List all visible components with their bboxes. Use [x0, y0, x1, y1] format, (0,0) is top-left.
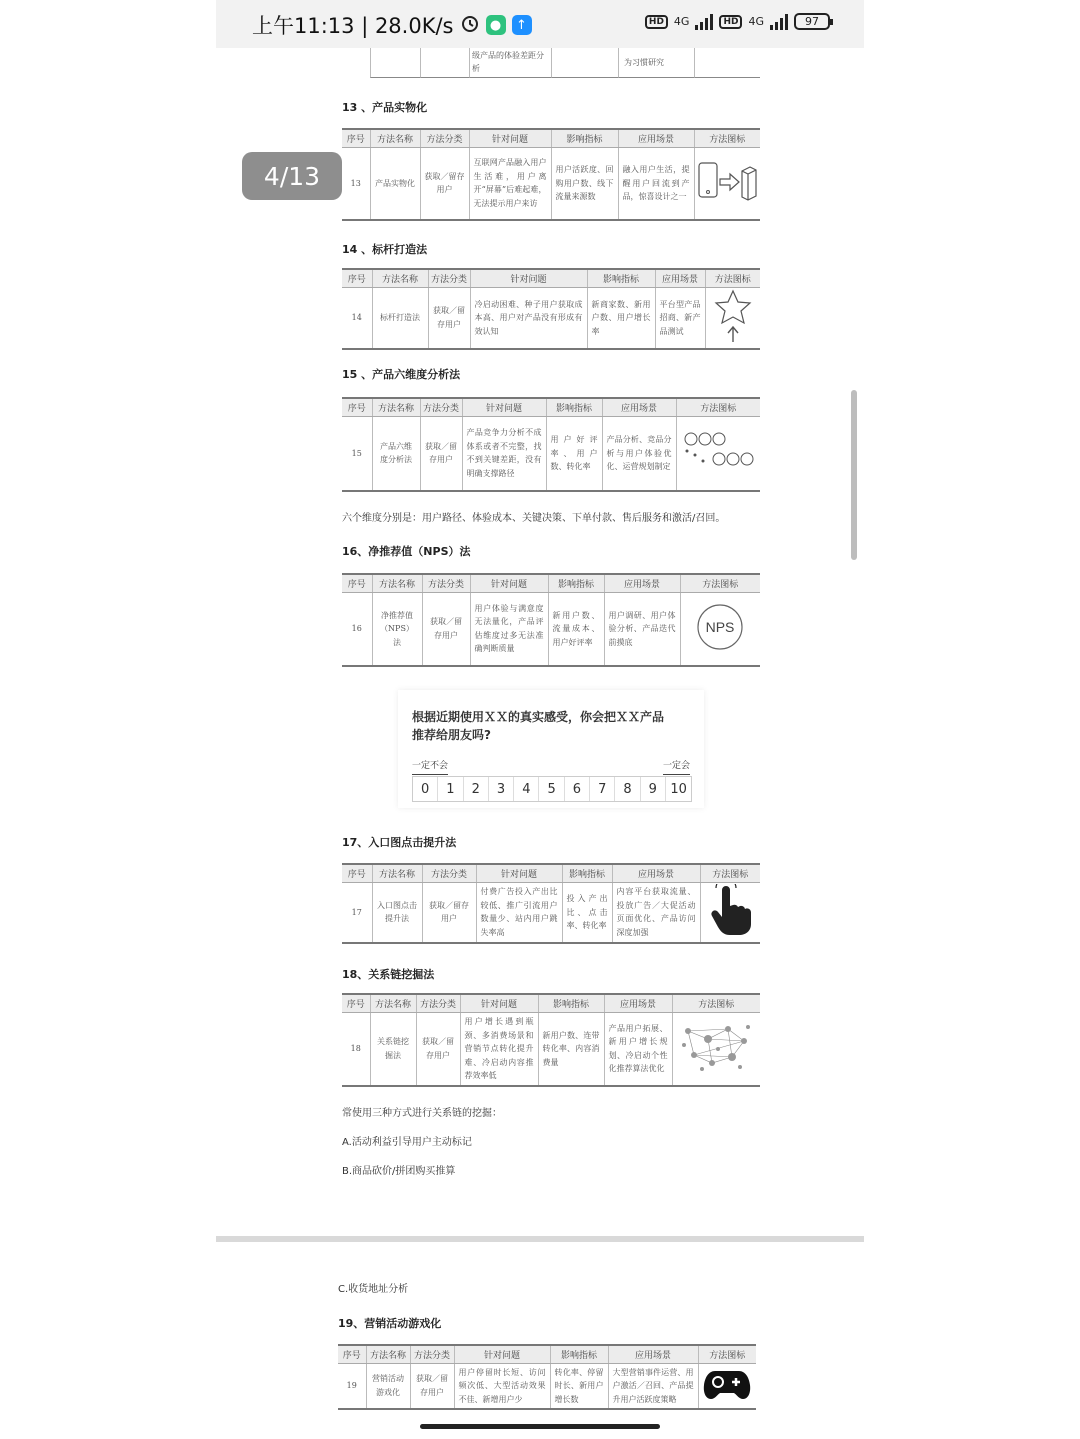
table-15: [342, 397, 760, 492]
header-cell: 序号: [342, 398, 372, 416]
cell-problem: 产品竞争力分析不成体系或者不完整，找不到关键差距，没有明确支撑路径: [462, 416, 546, 491]
cell-scenario: 产品分析、竞品分析与用户体验优化、运营规划制定: [602, 416, 676, 491]
table-16: [342, 573, 760, 667]
cell-scenario: 平台型产品招商、新产品测试: [655, 287, 705, 349]
star-arrow-icon: [711, 288, 755, 344]
header-cell: 方法分类: [420, 398, 462, 416]
section-18-note-3: B.商品砍价/拼团购买推算: [342, 1166, 456, 1177]
header-cell: 方法名称: [370, 129, 420, 147]
table-14: [342, 268, 760, 350]
cell-icon: [700, 882, 760, 943]
tap-hand-icon: [708, 884, 752, 936]
header-cell: 针对问题: [470, 574, 548, 592]
section-title-13: 13 、产品实物化: [342, 101, 428, 114]
header-cell: 方法图标: [676, 398, 760, 416]
header-cell: 影响指标: [587, 269, 655, 287]
status-bar: [216, 0, 864, 48]
header-cell: 影响指标: [562, 864, 612, 882]
header-cell: 应用场景: [604, 574, 680, 592]
section-title-14: 14 、标杆打造法: [342, 243, 428, 256]
cell-metrics: 新用户数、流量成本、用户好评率: [548, 592, 604, 666]
cell-metrics: 用户活跃度、回购用户数、线下流量来源数: [551, 147, 618, 220]
nps-score-option[interactable]: 4: [514, 777, 539, 801]
cell-problem: 用户增长遇到瓶颈、多消费场景和营销节点转化提升难、冷启动内容推荐效率低: [460, 1012, 538, 1086]
scrollbar-thumb[interactable]: [851, 390, 857, 560]
phone-to-box-icon: [697, 159, 757, 203]
table-row: [342, 882, 760, 943]
header-cell: 应用场景: [618, 129, 694, 147]
shield-icon: ●: [486, 15, 506, 35]
nps-survey-card: [398, 690, 704, 808]
cell-icon: [676, 416, 760, 491]
cell-metrics: 投入产出比、点击率、转化率: [562, 882, 612, 943]
cell-method: 净推荐值（NPS）法: [372, 592, 422, 666]
header-cell: 方法名称: [372, 864, 422, 882]
table-row: [342, 416, 760, 491]
cell-metrics: 转化率、停留时长、新用户增长数: [550, 1363, 608, 1409]
header-cell: 序号: [342, 574, 372, 592]
cell-method: 营销活动游戏化: [366, 1363, 410, 1409]
header-cell: 针对问题: [476, 864, 562, 882]
header-cell: 影响指标: [538, 994, 604, 1012]
header-cell: 方法名称: [370, 994, 416, 1012]
header-cell: 针对问题: [469, 129, 551, 147]
cell-icon: [680, 592, 760, 666]
header-cell: 方法名称: [372, 269, 428, 287]
header-cell: 方法名称: [372, 574, 422, 592]
header-cell: 序号: [342, 864, 372, 882]
header-cell: 方法名称: [372, 398, 420, 416]
cell-category: 获取／留存用户: [410, 1363, 454, 1409]
cell-category: 获取／留存用户: [416, 1012, 460, 1086]
previous-table-fragment: [342, 48, 760, 78]
gamepad-icon: [703, 1367, 751, 1401]
table-row: [342, 147, 760, 220]
header-cell: 应用场景: [612, 864, 700, 882]
table-row: [342, 592, 760, 666]
network-graph-icon: [678, 1019, 754, 1075]
section-15-note: 六个维度分别是：用户路径、体验成本、关键决策、下单付款、售后服务和激活/召回。: [342, 513, 726, 524]
nps-score-option[interactable]: 5: [539, 777, 564, 801]
cell-index: 13: [342, 147, 370, 220]
cell-category: 获取／留存用户: [428, 287, 470, 349]
cell-category: 获取／留存用户: [422, 882, 476, 943]
section-title-18: 18、关系链挖掘法: [342, 968, 435, 981]
nps-score-option[interactable]: 9: [641, 777, 666, 801]
signal-icon: [695, 14, 713, 30]
header-cell: 方法分类: [422, 864, 476, 882]
header-cell: 针对问题: [470, 269, 587, 287]
nps-score-option[interactable]: 1: [438, 777, 463, 801]
header-cell: 方法分类: [422, 574, 470, 592]
header-cell: 序号: [342, 129, 370, 147]
cell-category: 获取／留存用户: [422, 592, 470, 666]
section-title-15: 15 、产品六维度分析法: [342, 368, 461, 381]
table-header: [342, 129, 760, 147]
header-cell: 影响指标: [548, 574, 604, 592]
header-cell: 方法分类: [416, 994, 460, 1012]
section-18-note-1: 常使用三种方式进行关系链的挖掘：: [342, 1108, 502, 1119]
header-cell: 影响指标: [550, 1345, 608, 1363]
nps-scale: [412, 776, 692, 802]
header-cell: 序号: [342, 269, 372, 287]
section-title-16: 16、净推荐值（NPS）法: [342, 545, 471, 558]
network-type-2: 4G: [748, 15, 764, 28]
section-title-17: 17、入口图点击提升法: [342, 836, 457, 849]
header-cell: 应用场景: [608, 1345, 698, 1363]
cell-problem: 用户体验与满意度无法量化，产品评估维度过多无法准确判断质量: [470, 592, 548, 666]
header-cell: 针对问题: [454, 1345, 550, 1363]
cell-problem: 互联网产品融入用户生活难，用户离开“屏幕”后难起难，无法提示用户来访: [469, 147, 551, 220]
cell-scenario: 内容平台获取流量、投放广告／大促活动页面优化、产品访问深度加强: [612, 882, 700, 943]
table-header: [338, 1345, 756, 1363]
nps-score-option[interactable]: 0: [413, 777, 438, 801]
cell-index: 14: [342, 287, 372, 349]
header-cell: 方法图标: [700, 864, 760, 882]
cell-icon: [672, 1012, 760, 1086]
table-row: [338, 1363, 756, 1409]
header-cell: 针对问题: [462, 398, 546, 416]
header-cell: 方法图标: [694, 129, 760, 147]
header-cell: 方法图标: [705, 269, 760, 287]
cell-scenario: 用户调研、用户体验分析、产品迭代前摸底: [604, 592, 680, 666]
cell-scenario: 产品用户拓展、新用户增长规划、冷启动个性化推荐算法优化: [604, 1012, 672, 1086]
section-title-19: 19、营销活动游戏化: [338, 1317, 442, 1330]
nps-icon-label: NPS: [705, 618, 735, 635]
header-cell: 方法分类: [428, 269, 470, 287]
signal-icon-2: [770, 14, 788, 30]
battery-indicator: 97: [794, 13, 830, 30]
page-divider: [216, 1236, 864, 1242]
fragment-text-2: 为习惯研究: [624, 58, 664, 67]
cell-index: 15: [342, 416, 372, 491]
table-header: [342, 398, 760, 416]
cell-index: 18: [342, 1012, 370, 1086]
cell-icon: [694, 147, 760, 220]
header-cell: 方法分类: [420, 129, 469, 147]
section-18-note-2: A.活动利益引导用户主动标记: [342, 1137, 472, 1148]
cell-problem: 冷启动困难、种子用户获取成本高、用户对产品没有形成有效认知: [470, 287, 587, 349]
nps-score-option[interactable]: 10: [670, 781, 687, 797]
nps-high-label: 一定会: [663, 758, 690, 775]
nps-score-option[interactable]: 8: [615, 777, 640, 801]
table-header: [342, 269, 760, 287]
table-18: [342, 993, 760, 1087]
header-cell: 应用场景: [655, 269, 705, 287]
table-header: [342, 864, 760, 882]
cell-problem: 付费广告投入产出比较低、推广引流用户数量少、站内用户跳失率高: [476, 882, 562, 943]
nps-score-option[interactable]: 2: [464, 777, 489, 801]
nps-low-label: 一定不会: [412, 758, 448, 775]
nps-score-option[interactable]: 3: [489, 777, 514, 801]
header-cell: 应用场景: [602, 398, 676, 416]
nps-badge-icon: [695, 602, 745, 652]
cell-icon: [705, 287, 760, 349]
cell-problem: 用户停留时长短、访问频次低、大型活动效果不佳、新增用户少: [454, 1363, 550, 1409]
header-cell: 方法图标: [698, 1345, 756, 1363]
nps-score-option[interactable]: 7: [590, 777, 615, 801]
cell-index: 17: [342, 882, 372, 943]
nps-question: 根据近期使用ＸＸ的真实感受，你会把ＸＸ产品推荐给朋友吗?: [412, 710, 665, 742]
cell-method: 标杆打造法: [372, 287, 428, 349]
header-cell: 序号: [342, 994, 370, 1012]
hd-badge: HD: [645, 15, 668, 29]
cell-method: 产品实物化: [370, 147, 420, 220]
upload-arrow-icon: ↑: [512, 15, 532, 35]
cell-metrics: 用户好评率、用户数、转化率: [546, 416, 602, 491]
cell-scenario: 融入用户生活，提醒用户回流到产品，惊喜设计之一: [618, 147, 694, 220]
table-19: [338, 1344, 756, 1410]
network-type: 4G: [673, 15, 690, 28]
alarm-icon: [460, 13, 480, 38]
page-indicator: 4/13: [242, 152, 342, 200]
cell-index: 19: [338, 1363, 366, 1409]
cell-category: 获取／留存用户: [420, 147, 469, 220]
time-and-speed: 上午11:13 | 28.0K/s: [252, 14, 454, 38]
header-cell: 应用场景: [604, 994, 672, 1012]
six-circles-icon: [681, 431, 755, 471]
cell-method: 产品六维度分析法: [372, 416, 420, 491]
table-header: [342, 574, 760, 592]
header-cell: 方法图标: [672, 994, 760, 1012]
page2-note: C.收货地址分析: [338, 1284, 409, 1295]
table-row: [342, 287, 760, 349]
cell-metrics: 新用户数、连带转化率、内容消费量: [538, 1012, 604, 1086]
cell-index: 16: [342, 592, 372, 666]
table-17: [342, 863, 760, 944]
header-cell: 方法名称: [366, 1345, 410, 1363]
cell-metrics: 新商家数、新用户数、用户增长率: [587, 287, 655, 349]
nps-score-option[interactable]: 6: [565, 777, 590, 801]
header-cell: 序号: [338, 1345, 366, 1363]
cell-method: 关系链挖掘法: [370, 1012, 416, 1086]
cell-category: 获取／留存用户: [420, 416, 462, 491]
hd-badge-2: HD: [719, 15, 742, 29]
header-cell: 针对问题: [460, 994, 538, 1012]
header-cell: 影响指标: [546, 398, 602, 416]
table-13: [342, 128, 760, 221]
header-cell: 方法图标: [680, 574, 760, 592]
cell-method: 入口图点击提升法: [372, 882, 422, 943]
cell-icon: [698, 1363, 756, 1409]
table-row: [342, 1012, 760, 1086]
fragment-text-1: 级产品的体验差距分析: [472, 51, 544, 73]
table-header: [342, 994, 760, 1012]
cell-scenario: 大型营销事件运营、用户激活／召回、产品提升用户活跃度策略: [608, 1363, 698, 1409]
home-indicator[interactable]: [420, 1424, 660, 1429]
header-cell: 方法分类: [410, 1345, 454, 1363]
header-cell: 影响指标: [551, 129, 618, 147]
